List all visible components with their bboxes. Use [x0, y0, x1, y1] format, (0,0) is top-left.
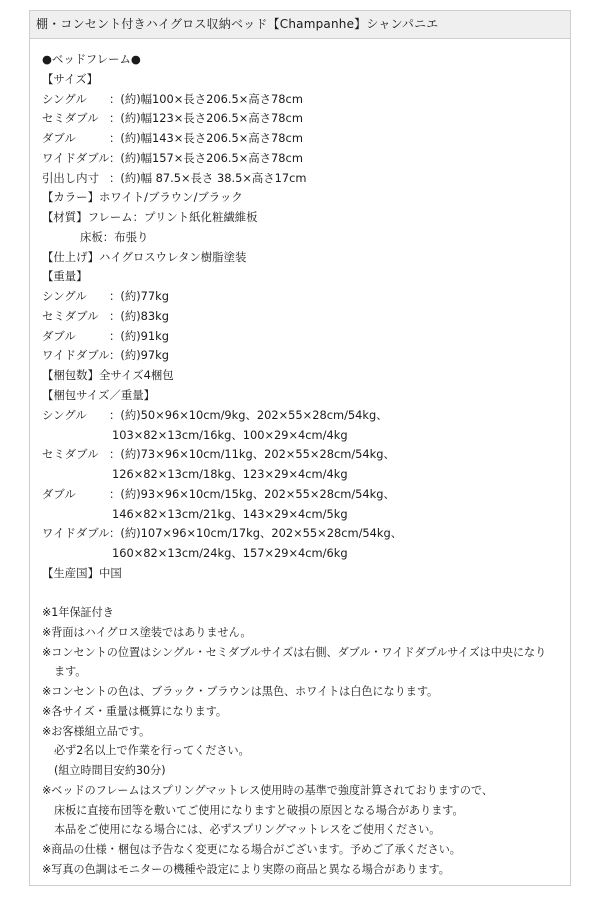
spec-row [42, 524, 402, 544]
note-line: ます。 [54, 665, 87, 679]
note-line: ※写真の色調はモニターの機種や設定により実際の商品と異なる場合があります。 [42, 862, 450, 876]
spec-label: ダブル [42, 328, 76, 343]
spec-row: 160×82×13cm/24kg、157×29×4cm/6kg [112, 546, 348, 561]
spec-value: ：(約)73×96×10cm/11kg、202×55×28cm/54kg、 [109, 447, 395, 462]
spec-value: ：(約)83kg [109, 308, 169, 323]
spec-row: 146×82×13cm/21kg、143×29×4cm/5kg [112, 506, 348, 521]
spec-label: セミダブル [42, 308, 99, 323]
note-line: 床板に直接布団等を敷いてご使用になりますと破損の原因となる場合があります。 [54, 803, 464, 817]
note-line: ※お客様組立品です。 [42, 724, 151, 738]
spec-row [42, 406, 402, 426]
spec-row: 床板：布張り [80, 229, 149, 244]
spec-value: ：(約)91kg [109, 328, 169, 343]
spec-row: 103×82×13cm/16kg、100×29×4cm/4kg [112, 427, 348, 442]
spec-value: ：(約)幅123×長さ206.5×高さ78cm [109, 111, 303, 126]
spec-row [42, 90, 402, 110]
spec-row [42, 169, 402, 189]
note-line: (組立時間目安約30分) [54, 764, 166, 777]
spec-value: ：(約)93×96×10cm/15kg、202×55×28cm/54kg、 [109, 486, 395, 501]
spec-label: ワイドダブル [42, 348, 110, 363]
spec-value: ：(約)50×96×10cm/9kg、202×55×28cm/54kg、 [109, 407, 388, 422]
spec-row: 【梱包数】全サイズ4梱包 [42, 368, 174, 383]
spec-row [42, 129, 402, 149]
spec-row: 【生産国】中国 [42, 565, 122, 580]
spec-label: 引出し内寸 [42, 170, 99, 185]
note-line: ※コンセントの位置はシングル・セミダブルサイズは右側、ダブル・ワイドダブルサイズは中央になり [42, 645, 547, 659]
spec-row: 【重量】 [42, 269, 88, 284]
spec-label: シングル [42, 407, 87, 422]
spec-value: ：(約)幅143×長さ206.5×高さ78cm [109, 131, 303, 146]
spec-label: セミダブル [42, 111, 99, 126]
spec-row [42, 109, 402, 129]
spec-row: 【梱包サイズ／重量】 [42, 388, 155, 403]
spec-row [42, 307, 402, 327]
spec-list [42, 50, 402, 584]
spec-label: ワイドダブル [42, 150, 110, 165]
spec-row: 【材質】フレーム：プリント紙化粧繊維板 [42, 210, 258, 225]
spec-row [42, 287, 402, 307]
spec-row [42, 485, 402, 505]
spec-label: ダブル [42, 131, 76, 146]
spec-label: ダブル [42, 486, 76, 501]
spec-row [42, 346, 402, 366]
spec-row: 126×82×13cm/18kg、123×29×4cm/4kg [112, 467, 348, 482]
spec-label: ワイドダブル [42, 526, 110, 541]
spec-value: ：(約)幅 87.5×長さ 38.5×高さ17cm [109, 170, 307, 185]
spec-value: ：(約)107×96×10cm/17kg、202×55×28cm/54kg、 [109, 526, 403, 541]
spec-row [42, 445, 402, 465]
spec-value: ：(約)77kg [109, 289, 169, 304]
note-line: 本品をご使用になる場合には、必ずスプリングマットレスをご使用ください。 [54, 823, 441, 837]
spec-row: ●ベッドフレーム● [42, 52, 141, 66]
note-line: ※商品の仕様・梱包は予告なく変更になる場合がございます。予めご了承ください。 [42, 843, 461, 856]
spec-value: ：(約)幅157×長さ206.5×高さ78cm [109, 150, 303, 165]
spec-row: 【サイズ】 [42, 71, 99, 86]
note-line: ※背面はハイグロス塗装ではありません。 [42, 625, 252, 639]
note-line: ※ベッドのフレームはスプリングマットレス使用時の基準で強度計算されておりますので、 [42, 783, 493, 797]
note-line: ※1年保証付き [42, 606, 114, 619]
spec-value: ：(約)97kg [109, 348, 169, 363]
spec-row: 【仕上げ】ハイグロスウレタン樹脂塗装 [42, 249, 247, 264]
note-line: ※各サイズ・重量は概算になります。 [42, 704, 228, 718]
spec-label: シングル [42, 289, 87, 304]
spec-row [42, 149, 402, 169]
spec-label: シングル [42, 91, 87, 106]
page-title: 棚・コンセント付きハイグロス収納ベッド【Champanhe】シャンパニエ [29, 10, 571, 39]
notes-list [42, 603, 546, 880]
spec-label: セミダブル [42, 447, 99, 462]
spec-row [42, 327, 402, 347]
note-line: ※コンセントの色は、ブラック・ブラウンは黒色、ホワイトは白色になります。 [42, 685, 439, 698]
spec-value: ：(約)幅100×長さ206.5×高さ78cm [109, 91, 303, 106]
note-line: 必ず2名以上で作業を行ってください。 [54, 744, 250, 758]
spec-row: 【カラー】ホワイト/ブラウン/ブラック [42, 190, 243, 205]
